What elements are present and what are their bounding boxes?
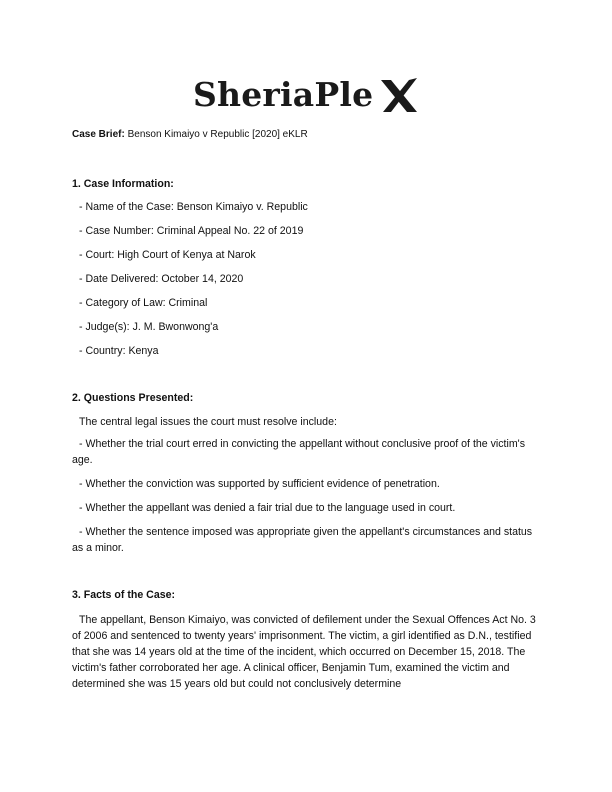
- case-info-item: - Date Delivered: October 14, 2020: [79, 273, 244, 285]
- section-heading-questions-presented: 2. Questions Presented:: [72, 392, 194, 404]
- case-info-item: - Case Number: Criminal Appeal No. 22 of 2019: [79, 225, 304, 237]
- case-info-item: - Name of the Case: Benson Kimaiyo v. Republic: [79, 201, 308, 213]
- case-info-item: - Judge(s): J. M. Bwonwong'a: [79, 321, 219, 333]
- logo-x-mark-icon: [379, 78, 419, 114]
- case-brief-label: Case Brief:: [72, 129, 125, 140]
- question-item: - Whether the appellant was denied a fair trial due to the language used in court.: [79, 502, 456, 514]
- case-info-item: - Category of Law: Criminal: [79, 297, 208, 309]
- section-heading-case-information: 1. Case Information:: [72, 178, 174, 190]
- case-info-item: - Country: Kenya: [79, 345, 159, 357]
- question-item: - Whether the conviction was supported by sufficient evidence of penetration.: [79, 478, 440, 490]
- sheriaplex-logo: [193, 76, 415, 118]
- questions-intro: The central legal issues the court must resolve include:: [79, 416, 337, 428]
- section-heading-facts-of-the-case: 3. Facts of the Case:: [72, 589, 176, 601]
- case-brief-title: [72, 129, 308, 140]
- question-item: - Whether the trial court erred in convicting the appellant without conclusive proof of the victim's age.: [72, 438, 525, 466]
- logo-text: SheriaPle: [193, 75, 374, 114]
- case-info-item: - Court: High Court of Kenya at Narok: [79, 249, 256, 261]
- question-item: - Whether the sentence imposed was appropriate given the appellant's circumstances and status as a minor.: [72, 526, 533, 554]
- facts-paragraph: The appellant, Benson Kimaiyo, was convicted of defilement under the Sexual Offences Act No. 3 of 2006 and sentenced to twenty years' imprisonment. The victim, a girl identified as D.N., testified that she was 14 years old at the time of the incident, which occurred on December 15, 2018. The victim's father corroborated her age. A clinical officer, Benjamin Tum, examined the victim and determined she was 15 years old but could not conclusively determine: [72, 614, 536, 690]
- case-brief-name: Benson Kimaiyo v Republic [2020] eKLR: [127, 129, 308, 140]
